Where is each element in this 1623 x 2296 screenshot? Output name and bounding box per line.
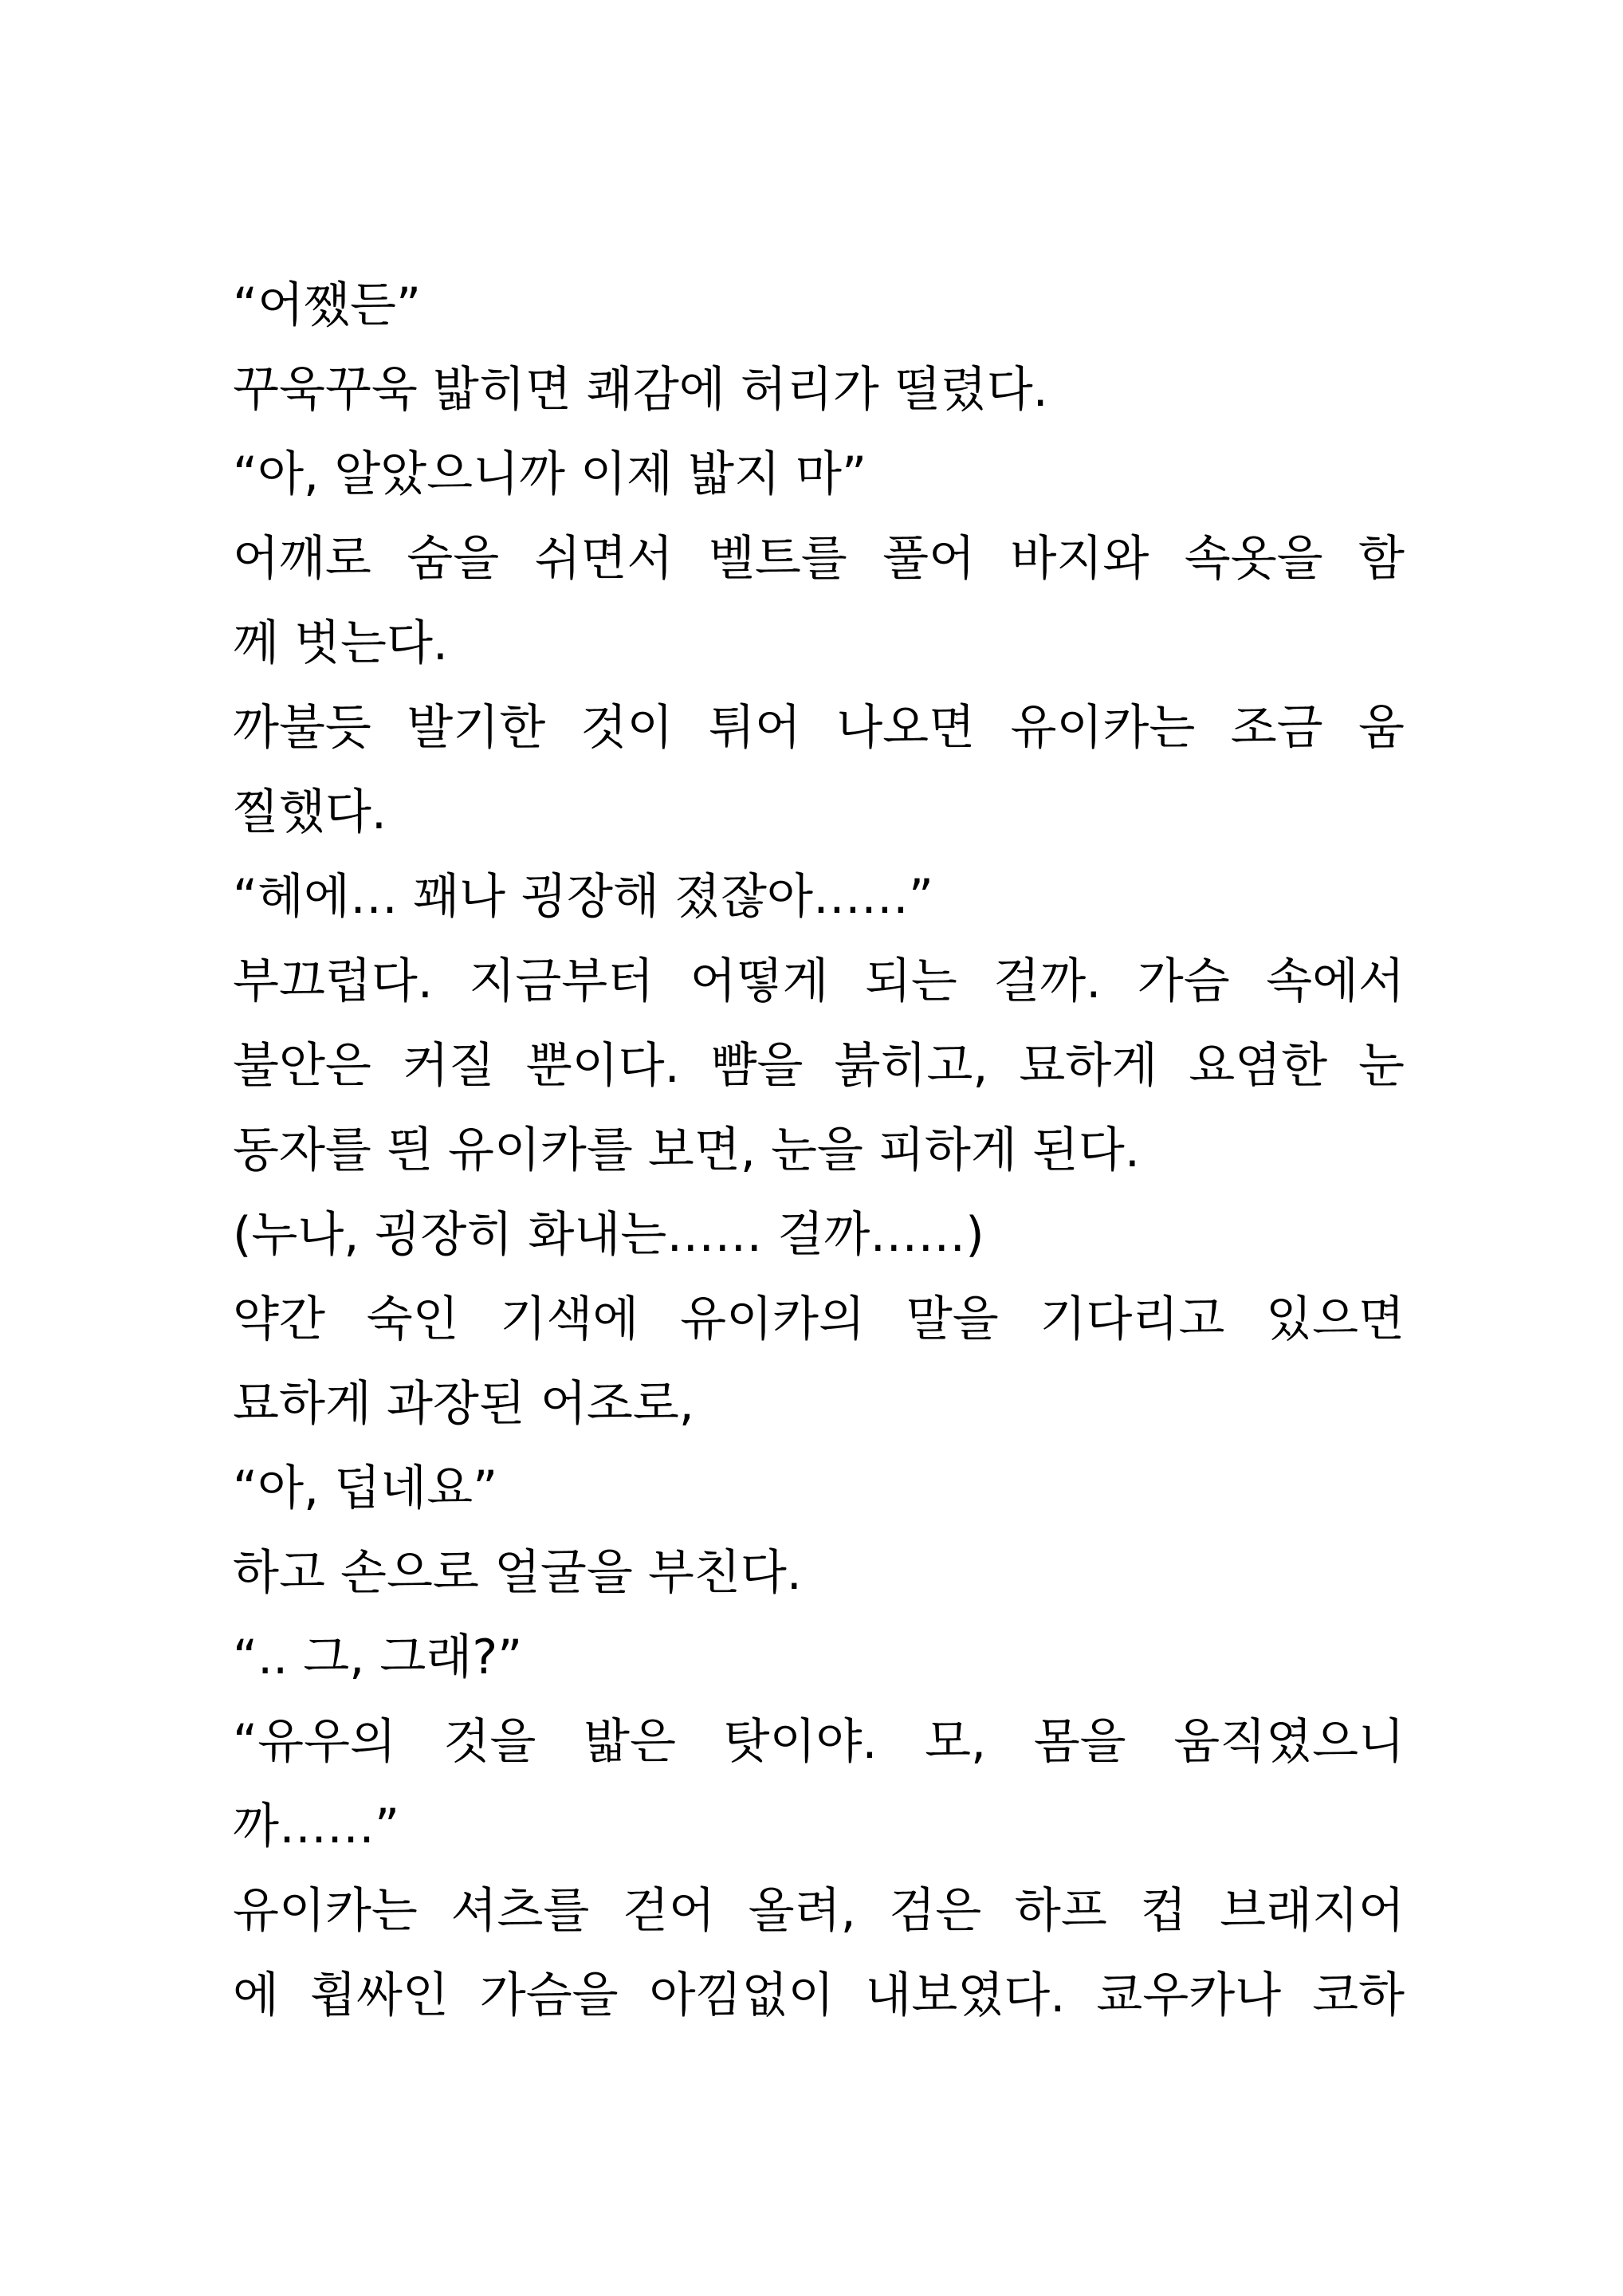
text-line: 유이카는 셔츠를 걷어 올려, 검은 하프 컵 브래지어 — [233, 1883, 1405, 1939]
text-line: “유우의 것을 밟은 탓이야. 모, 몸을 움직였으니 — [233, 1714, 1405, 1770]
text-line: “.. 그, 그래?” — [233, 1630, 523, 1685]
text-line: 까……” — [233, 1799, 400, 1854]
text-line: 께 벗는다. — [233, 615, 448, 671]
text-line: 꾸욱꾸욱 밟히면 쾌감에 허리가 떨렸다. — [233, 362, 1048, 418]
body-text — [233, 263, 1405, 2038]
text-line: “아, 알았으니까 이제 밟지 마” — [233, 446, 867, 502]
text-line: 불안은 커질 뿐이다. 뺨을 붉히고, 묘하게 요염한 눈 — [233, 1038, 1405, 1094]
text-line: “아, 덥네요” — [233, 1461, 498, 1516]
text-line: 부끄럽다. 지금부터 어떻게 되는 걸까. 가슴 속에서 — [233, 953, 1405, 1009]
text-line: 에 휩싸인 가슴을 아낌없이 내보였다. 쿄우카나 코하 — [233, 1968, 1405, 2023]
text-line: 동자를 띈 유이카를 보면, 눈을 피하게 된다. — [233, 1122, 1140, 1178]
text-line: (누나, 굉장히 화내는…… 걸까……) — [233, 1207, 984, 1263]
text-line: “어쨌든” — [233, 277, 422, 333]
text-line: 묘하게 과장된 어조로, — [233, 1376, 694, 1432]
text-line: 까불듯 발기한 것이 튀어 나오면 유이카는 조금 움 — [233, 700, 1405, 756]
text-line: “헤에… 꽤나 굉장해 졌잖아……” — [233, 869, 933, 925]
text-line: 어깨로 숨을 쉬면서 벨트를 풀어 바지와 속옷을 함 — [233, 531, 1405, 587]
text-line: 하고 손으로 얼굴을 부친다. — [233, 1545, 802, 1601]
text-line: 약간 숙인 기색에 유이카의 말을 기다리고 있으면 — [233, 1292, 1405, 1347]
text-line: 찔했다. — [233, 784, 387, 840]
